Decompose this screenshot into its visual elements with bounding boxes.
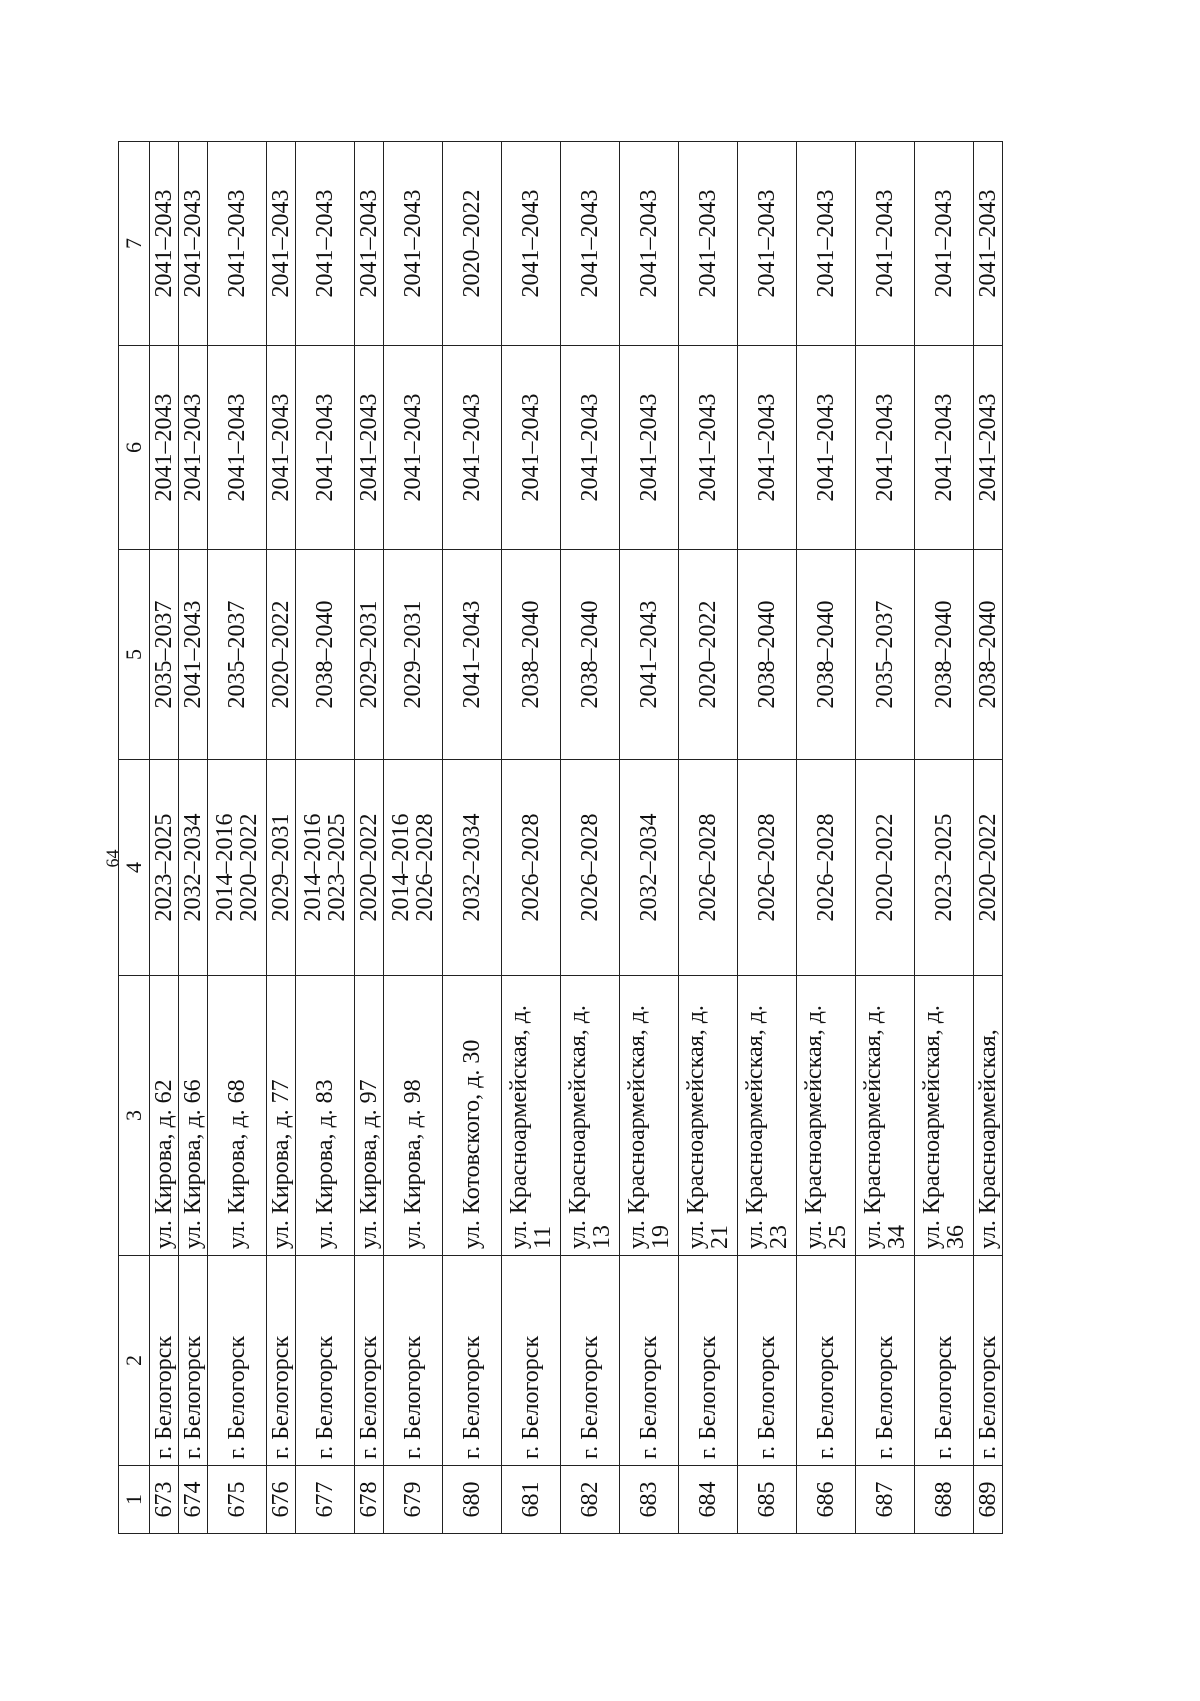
city-cell: г. Белогорск xyxy=(384,1256,443,1466)
period-range: 2023–2025 xyxy=(151,813,177,922)
period-cell-5: 2041–2043 xyxy=(620,550,679,760)
table-row xyxy=(267,142,296,1534)
period-cell-5: 2035–2037 xyxy=(150,550,179,760)
period-cell-6: 2041–2043 xyxy=(355,346,384,550)
period-cell-6: 2041–2043 xyxy=(974,346,1003,550)
table-row xyxy=(974,142,1003,1534)
period-cell-4 xyxy=(267,760,296,976)
table-row xyxy=(179,142,208,1534)
period-range: 2026–2028 xyxy=(412,813,438,922)
city-cell: г. Белогорск xyxy=(561,1256,620,1466)
period-range: 2026–2028 xyxy=(754,813,780,922)
period-cell-5: 2038–2040 xyxy=(561,550,620,760)
column-header: 7 xyxy=(119,142,150,346)
row-number-cell: 678 xyxy=(355,1466,384,1534)
period-range: 2014–2016 xyxy=(212,813,238,922)
period-cell-7: 2041–2043 xyxy=(150,142,179,346)
row-number-cell: 679 xyxy=(384,1466,443,1534)
row-number-cell: 676 xyxy=(267,1466,296,1534)
row-number-cell: 682 xyxy=(561,1466,620,1534)
period-cell-6: 2041–2043 xyxy=(296,346,355,550)
address-cell: ул. Красноармейская, д. 36 xyxy=(915,976,974,1256)
table-row xyxy=(738,142,797,1534)
period-cell-6: 2041–2043 xyxy=(797,346,856,550)
address-cell: ул. Красноармейская, д. 34 xyxy=(856,976,915,1256)
address-cell: ул. Кирова, д. 98 xyxy=(384,976,443,1256)
period-cell-6: 2041–2043 xyxy=(384,346,443,550)
period-range: 2020–2022 xyxy=(872,813,898,922)
period-cell-5: 2035–2037 xyxy=(856,550,915,760)
row-number-cell: 689 xyxy=(974,1466,1003,1534)
city-cell: г. Белогорск xyxy=(208,1256,267,1466)
period-cell-5: 2020–2022 xyxy=(679,550,738,760)
period-cell-6: 2041–2043 xyxy=(179,346,208,550)
repair-schedule-table xyxy=(118,141,1003,1534)
period-cell-7: 2041–2043 xyxy=(208,142,267,346)
period-cell-5: 2038–2040 xyxy=(738,550,797,760)
period-range: 2014–2016 xyxy=(300,813,326,922)
period-cell-7: 2041–2043 xyxy=(384,142,443,346)
row-number-cell: 688 xyxy=(915,1466,974,1534)
period-cell-5: 2041–2043 xyxy=(443,550,502,760)
period-cell-4 xyxy=(150,760,179,976)
address-cell: ул. Красноармейская, д. 25 xyxy=(797,976,856,1256)
city-cell: г. Белогорск xyxy=(974,1256,1003,1466)
table-row xyxy=(561,142,620,1534)
row-number-cell: 680 xyxy=(443,1466,502,1534)
row-number-cell: 673 xyxy=(150,1466,179,1534)
city-cell: г. Белогорск xyxy=(738,1256,797,1466)
period-cell-4 xyxy=(679,760,738,976)
period-cell-6: 2041–2043 xyxy=(150,346,179,550)
table-row xyxy=(620,142,679,1534)
row-number-cell: 675 xyxy=(208,1466,267,1534)
period-cell-4 xyxy=(915,760,974,976)
city-cell: г. Белогорск xyxy=(797,1256,856,1466)
period-cell-6: 2041–2043 xyxy=(679,346,738,550)
table-row xyxy=(150,142,179,1534)
period-cell-7: 2041–2043 xyxy=(179,142,208,346)
table-row xyxy=(679,142,738,1534)
table-row xyxy=(208,142,267,1534)
period-range: 2020–2022 xyxy=(356,813,382,922)
column-header: 2 xyxy=(119,1256,150,1466)
address-cell: ул. Красноармейская, д. 13 xyxy=(561,976,620,1256)
city-cell: г. Белогорск xyxy=(679,1256,738,1466)
city-cell: г. Белогорск xyxy=(296,1256,355,1466)
period-cell-7: 2041–2043 xyxy=(355,142,384,346)
table-row xyxy=(443,142,502,1534)
address-cell: ул. Красноармейская, д. 11 xyxy=(502,976,561,1256)
period-cell-4 xyxy=(179,760,208,976)
period-cell-4 xyxy=(561,760,620,976)
period-cell-7: 2041–2043 xyxy=(267,142,296,346)
row-number-cell: 684 xyxy=(679,1466,738,1534)
address-cell: ул. Кирова, д. 68 xyxy=(208,976,267,1256)
address-cell: ул. Котовского, д. 30 xyxy=(443,976,502,1256)
period-cell-4 xyxy=(620,760,679,976)
period-cell-7: 2041–2043 xyxy=(856,142,915,346)
period-cell-7: 2041–2043 xyxy=(296,142,355,346)
city-cell: г. Белогорск xyxy=(267,1256,296,1466)
period-cell-6: 2041–2043 xyxy=(915,346,974,550)
period-cell-5: 2035–2037 xyxy=(208,550,267,760)
period-cell-5: 2020–2022 xyxy=(267,550,296,760)
page-number: 64 xyxy=(102,849,123,868)
address-cell: ул. Красноармейская, д. 21 xyxy=(679,976,738,1256)
column-header: 1 xyxy=(119,1466,150,1534)
row-number-cell: 674 xyxy=(179,1466,208,1534)
city-cell: г. Белогорск xyxy=(179,1256,208,1466)
period-cell-4 xyxy=(797,760,856,976)
period-range: 2023–2025 xyxy=(324,813,350,922)
period-range: 2014–2016 xyxy=(388,813,414,922)
table-row xyxy=(296,142,355,1534)
address-cell: ул. Кирова, д. 77 xyxy=(267,976,296,1256)
period-cell-6: 2041–2043 xyxy=(267,346,296,550)
period-cell-5: 2041–2043 xyxy=(179,550,208,760)
row-number-cell: 686 xyxy=(797,1466,856,1534)
period-range: 2029–2031 xyxy=(268,813,294,922)
period-cell-6: 2041–2043 xyxy=(208,346,267,550)
city-cell: г. Белогорск xyxy=(620,1256,679,1466)
period-cell-5: 2029–2031 xyxy=(384,550,443,760)
city-cell: г. Белогорск xyxy=(502,1256,561,1466)
period-cell-6: 2041–2043 xyxy=(620,346,679,550)
period-cell-7: 2041–2043 xyxy=(974,142,1003,346)
address-cell: ул. Кирова, д. 62 xyxy=(150,976,179,1256)
address-cell: ул. Кирова, д. 66 xyxy=(179,976,208,1256)
period-cell-7: 2041–2043 xyxy=(797,142,856,346)
table-row xyxy=(502,142,561,1534)
period-range: 2026–2028 xyxy=(518,813,544,922)
row-number-cell: 685 xyxy=(738,1466,797,1534)
period-range: 2032–2034 xyxy=(459,813,485,922)
period-cell-7: 2041–2043 xyxy=(738,142,797,346)
period-cell-4 xyxy=(738,760,797,976)
table-row xyxy=(856,142,915,1534)
period-cell-5: 2038–2040 xyxy=(974,550,1003,760)
period-cell-5: 2029–2031 xyxy=(355,550,384,760)
period-range: 2026–2028 xyxy=(577,813,603,922)
address-cell: ул. Красноармейская, д. 19 xyxy=(620,976,679,1256)
row-number-cell: 677 xyxy=(296,1466,355,1534)
column-header: 6 xyxy=(119,346,150,550)
period-cell-6: 2041–2043 xyxy=(738,346,797,550)
period-cell-5: 2038–2040 xyxy=(915,550,974,760)
city-cell: г. Белогорск xyxy=(443,1256,502,1466)
period-range: 2026–2028 xyxy=(813,813,839,922)
table-header-row xyxy=(119,142,150,1534)
city-cell: г. Белогорск xyxy=(150,1256,179,1466)
period-range: 2020–2022 xyxy=(236,813,262,922)
period-cell-7: 2041–2043 xyxy=(502,142,561,346)
address-cell: ул. Кирова, д. 97 xyxy=(355,976,384,1256)
row-number-cell: 681 xyxy=(502,1466,561,1534)
table-body xyxy=(150,142,1003,1534)
period-range: 2026–2028 xyxy=(695,813,721,922)
table-row xyxy=(797,142,856,1534)
period-cell-4 xyxy=(384,760,443,976)
period-cell-5: 2038–2040 xyxy=(797,550,856,760)
address-cell: ул. Кирова, д. 83 xyxy=(296,976,355,1256)
period-cell-4 xyxy=(856,760,915,976)
period-cell-4 xyxy=(443,760,502,976)
column-header: 4 xyxy=(119,760,150,976)
period-range: 2032–2034 xyxy=(636,813,662,922)
period-cell-7: 2041–2043 xyxy=(620,142,679,346)
column-header: 3 xyxy=(119,976,150,1256)
period-range: 2032–2034 xyxy=(180,813,206,922)
period-cell-7: 2020–2022 xyxy=(443,142,502,346)
period-cell-4 xyxy=(974,760,1003,976)
period-cell-6: 2041–2043 xyxy=(443,346,502,550)
table-row xyxy=(384,142,443,1534)
column-header: 5 xyxy=(119,550,150,760)
address-cell: ул. Красноармейская, xyxy=(974,976,1003,1256)
address-cell: ул. Красноармейская, д. 23 xyxy=(738,976,797,1256)
city-cell: г. Белогорск xyxy=(856,1256,915,1466)
period-range: 2020–2022 xyxy=(975,813,1001,922)
period-cell-6: 2041–2043 xyxy=(502,346,561,550)
period-cell-4 xyxy=(296,760,355,976)
rotated-table-wrapper xyxy=(118,142,1003,1534)
table-row xyxy=(915,142,974,1534)
period-cell-6: 2041–2043 xyxy=(856,346,915,550)
period-cell-7: 2041–2043 xyxy=(561,142,620,346)
table-row xyxy=(355,142,384,1534)
row-number-cell: 687 xyxy=(856,1466,915,1534)
period-cell-4 xyxy=(355,760,384,976)
period-cell-5: 2038–2040 xyxy=(296,550,355,760)
period-range: 2023–2025 xyxy=(931,813,957,922)
period-cell-7: 2041–2043 xyxy=(915,142,974,346)
period-cell-5: 2038–2040 xyxy=(502,550,561,760)
city-cell: г. Белогорск xyxy=(355,1256,384,1466)
period-cell-4 xyxy=(502,760,561,976)
period-cell-4 xyxy=(208,760,267,976)
period-cell-7: 2041–2043 xyxy=(679,142,738,346)
period-cell-6: 2041–2043 xyxy=(561,346,620,550)
city-cell: г. Белогорск xyxy=(915,1256,974,1466)
row-number-cell: 683 xyxy=(620,1466,679,1534)
